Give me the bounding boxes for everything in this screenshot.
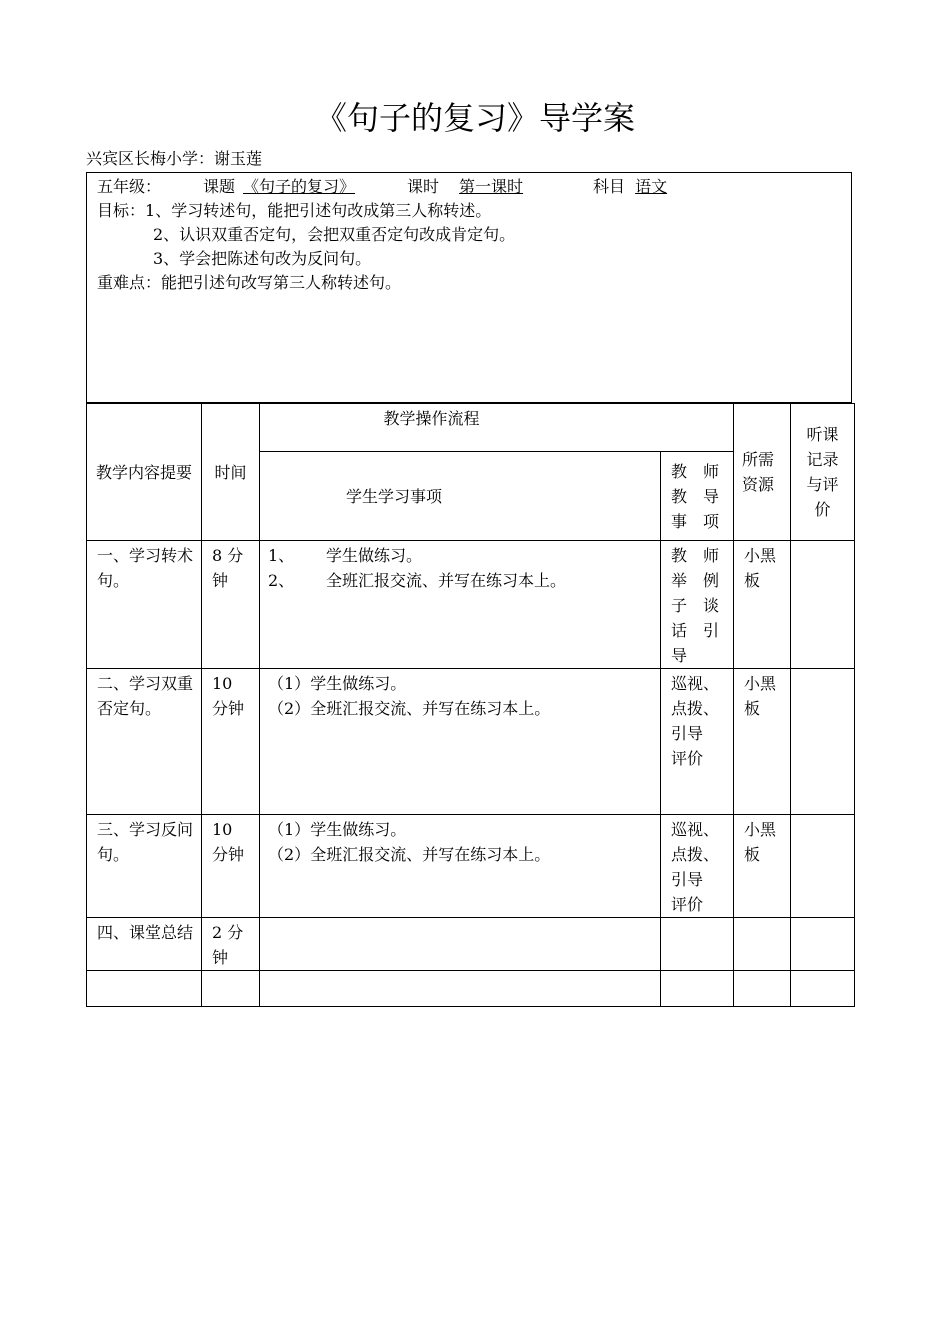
row-time: 10 分钟 — [202, 669, 260, 815]
goal-item: 2、认识双重否定句，会把双重否定句改成肯定句。 — [153, 225, 516, 244]
row-teacher: 巡视、 点拨、 引导 评价 — [661, 669, 734, 815]
row-time: 8 分钟 — [202, 541, 260, 669]
row-content: 一、学习转术句。 — [87, 541, 202, 669]
row-resources: 小黑板 — [734, 669, 791, 815]
row-time: 10 分钟 — [202, 815, 260, 918]
row-teacher: 巡视、 点拨、 引导 评价 — [661, 815, 734, 918]
table-row — [87, 669, 855, 815]
grade-label: 五年级： — [97, 177, 162, 196]
step-item: （1）学生做练习。 — [268, 820, 407, 839]
header-content: 教学内容提要 — [87, 404, 202, 541]
row-teacher: 教 师 举 例 子 谈 话 引 导 — [661, 541, 734, 669]
difficulty-line: 重难点：能把引述句改写第三人称转述句。 — [97, 273, 402, 292]
period-value: 第一课时 — [459, 177, 524, 196]
row-steps — [260, 669, 661, 815]
teaching-flow-table — [86, 403, 855, 1007]
header-teacher — [661, 452, 734, 541]
table-row-empty — [87, 971, 855, 1007]
goal-item: 3、学会把陈述句改为反问句。 — [153, 249, 372, 268]
row-content: 三、学习反问句。 — [87, 815, 202, 918]
row-notes — [791, 541, 855, 669]
period-label: 课时 — [407, 177, 440, 196]
row-steps — [260, 918, 661, 971]
table-row — [87, 918, 855, 971]
header-notes — [791, 404, 855, 541]
row-notes — [791, 918, 855, 971]
row-steps — [260, 541, 661, 669]
row-content: 二、学习双重否定句。 — [87, 669, 202, 815]
subject-label: 科目 — [593, 177, 626, 196]
row-notes — [791, 669, 855, 815]
info-line — [97, 175, 683, 199]
header-flow — [260, 404, 734, 452]
row-notes — [791, 815, 855, 918]
table-header-row — [87, 404, 855, 452]
table-row — [87, 541, 855, 669]
header-teacher-line: 教 导 — [671, 486, 720, 506]
topic-label: 课题 — [203, 177, 236, 196]
goals-label: 目标： — [97, 201, 146, 220]
header-flow-label: 教学操作流程 — [383, 409, 480, 428]
header-student: 学生学习事项 — [260, 452, 661, 541]
row-steps — [260, 815, 661, 918]
header-teacher-line: 教 师 — [671, 461, 720, 481]
row-resources: 小黑板 — [734, 541, 791, 669]
row-teacher — [661, 918, 734, 971]
header-notes-line: 与评 — [806, 475, 839, 494]
row-resources: 小黑板 — [734, 815, 791, 918]
row-content: 四、课堂总结 — [87, 918, 202, 971]
author-line: 兴宾区长梅小学：谢玉莲 — [86, 149, 263, 168]
subject-value: 语文 — [635, 177, 668, 196]
header-time: 时间 — [202, 404, 260, 541]
lesson-info-box — [86, 172, 852, 403]
header-teacher-line: 事 项 — [671, 511, 720, 531]
header-notes-line: 价 — [814, 500, 831, 519]
row-time: 2 分钟 — [202, 918, 260, 971]
header-notes-line: 听课 — [806, 425, 839, 444]
step-item: （2）全班汇报交流、并写在练习本上。 — [268, 845, 551, 864]
step-item: 1、 学生做练习。 — [268, 546, 423, 565]
header-notes-line: 记录 — [806, 450, 839, 469]
goal-line-1 — [97, 199, 491, 223]
header-resources: 所需资源 — [734, 404, 791, 541]
step-item: （2）全班汇报交流、并写在练习本上。 — [268, 699, 551, 718]
row-resources — [734, 918, 791, 971]
table-row — [87, 815, 855, 918]
step-item: （1）学生做练习。 — [268, 674, 407, 693]
step-item: 2、 全班汇报交流、并写在练习本上。 — [268, 571, 567, 590]
topic-value: 《句子的复习》 — [243, 177, 356, 196]
page-title: 《句子的复习》导学案 — [314, 99, 635, 137]
goal-item: 1、学习转述句，能把引述句改成第三人称转述。 — [145, 201, 492, 220]
